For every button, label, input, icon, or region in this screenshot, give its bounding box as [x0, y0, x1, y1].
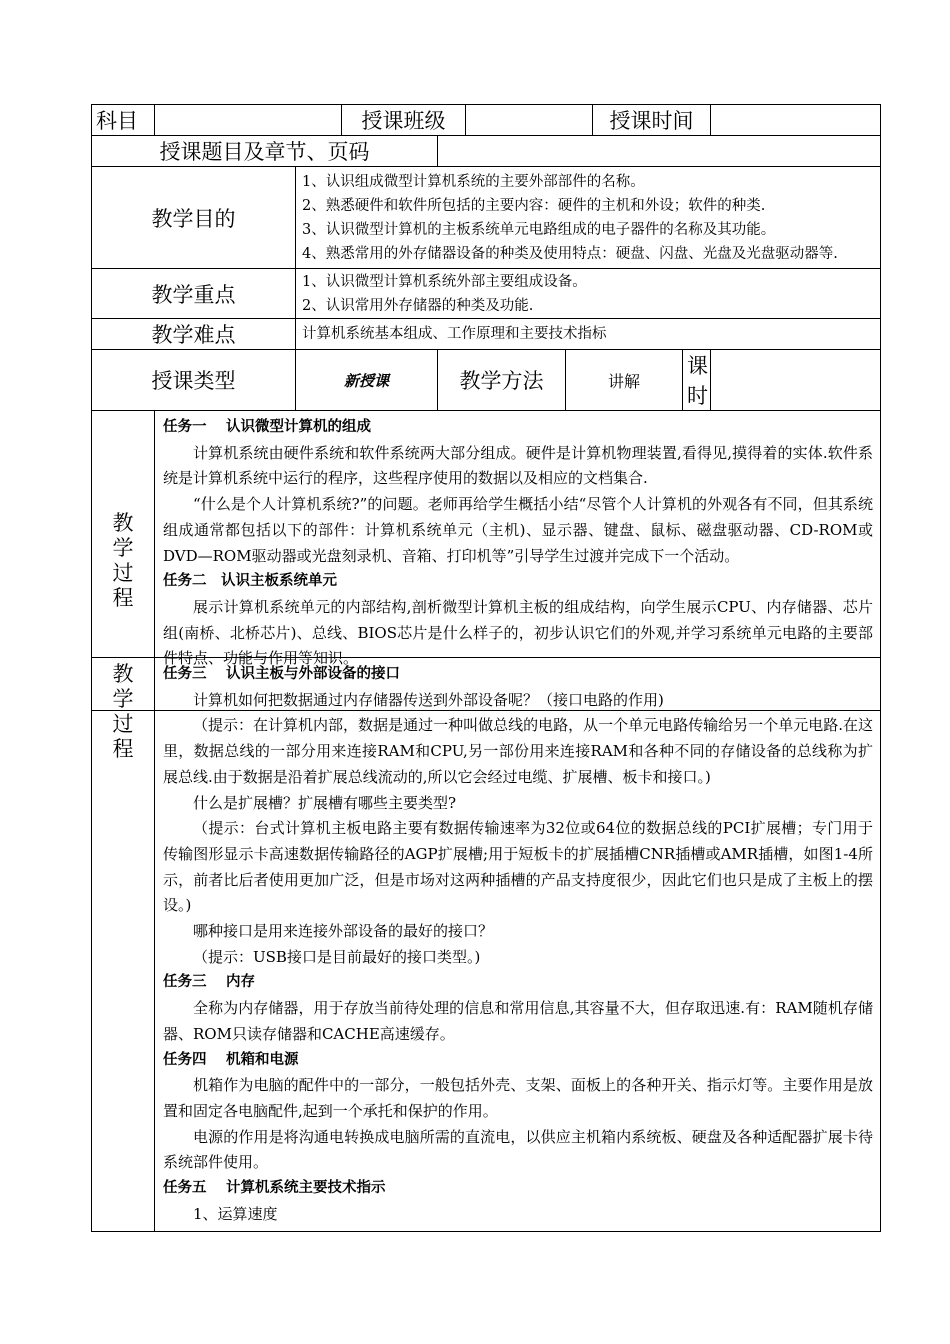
paragraph: 机箱作为电脑的配件中的一部分，一般包括外壳、支架、面板上的各种开关、指示灯等。主要作用是放置和固定各电脑配件,起到一个承托和保护的作用。 [163, 1076, 873, 1120]
task-title: 任务四 机箱和电源 [163, 1051, 299, 1068]
class-label: 授课班级 [342, 105, 466, 136]
paragraph: 哪种接口是用来连接外部设备的最好的接口？ [193, 922, 494, 941]
paragraph: 计算机如何把数据通过内存储器传送到外部设备呢？（接口电路的作用) [193, 690, 664, 709]
paragraph: 全称为内存储器，用于存放当前待处理的信息和常用信息,其容量不大，但存取迅速.有：RAM随机存储器、ROM只读存储器和CACHE高速缓存。 [163, 999, 873, 1043]
objectives-label: 教学目的 [92, 167, 296, 269]
hours-value[interactable] [711, 350, 881, 411]
lesson-type-label: 授课类型 [92, 350, 296, 411]
task-title: 任务一 认识微型计算机的组成 [163, 419, 372, 435]
paragraph: （提示：台式计算机主板电路主要有数据传输速率为32位或64位的数据总线的PCI扩展槽；专门用于传输图形显示卡高速数据传输路径的AGP扩展槽;用于短板卡的扩展插槽CNR插槽或AMR插槽，如图1-4所示，前者比后者使用更加广泛，但是市场对这两种插槽的产品支持度很少，因此它们也只是成了主板上的摆设。) [163, 819, 873, 915]
key-point-item: 2、认识常用外存储器的种类及功能. [302, 297, 534, 314]
class-value[interactable] [466, 105, 593, 136]
hours-label: 课时 [683, 350, 711, 411]
objective-item: 2、熟悉硬件和软件所包括的主要内容：硬件的主机和外设；软件的种类. [302, 197, 766, 214]
method-value: 讲解 [566, 350, 683, 411]
key-point-item: 1、认识微型计算机系统外部主要组成设备。 [302, 273, 587, 290]
task-title: 任务五 计算机系统主要技术指示 [163, 1180, 386, 1197]
process-label: 教学过程 [112, 510, 134, 610]
lesson-plan-table [91, 104, 881, 711]
difficulty-value: 计算机系统基本组成、工作原理和主要技术指标 [296, 319, 881, 350]
time-label: 授课时间 [593, 105, 711, 136]
process-label-cell [92, 658, 155, 1232]
key-points-label: 教学重点 [92, 269, 296, 319]
paragraph: 1、运算速度 [193, 1204, 278, 1223]
lesson-type-value: 新授课 [296, 350, 438, 411]
paragraph: （提示：在计算机内部，数据是通过一种叫做总线的电路，从一个单元电路传输给另一个单元电路.在这里，数据总线的一部分用来连接RAM和CPU,另一部份用来连接RAM和各种不同的存储设备的总线称为扩展总线.由于数据是沿着扩展总线流动的,所以它会经过电缆、扩展槽、板卡和接口。) [163, 716, 873, 786]
key-points-list [296, 269, 881, 319]
process-content [155, 658, 881, 1232]
task-title: 任务二 认识主板系统单元 [163, 573, 337, 590]
subject-value[interactable] [155, 105, 342, 136]
task-title: 任务三 认识主板与外部设备的接口 [163, 666, 401, 682]
time-value[interactable] [711, 105, 881, 136]
objective-item: 3、认识微型计算机的主板系统单元电路组成的电子器件的名称及其功能。 [302, 221, 776, 238]
paragraph: “什么是个人计算机系统?”的问题。老师再给学生概括小结“尽管个人计算机的外观各有不同，但其系统组成通常都包括以下的部件：计算机系统单元（主机)、显示器、键盘、鼠标、磁盘驱动器、CD-ROM或DVD—ROM驱动器或光盘刻录机、音箱、打印机等”引导学生过渡并完成下一个活动。 [163, 495, 873, 565]
topic-value[interactable] [438, 136, 881, 167]
objective-item: 4、熟悉常用的外存储器设备的种类及使用特点：硬盘、闪盘、光盘及光盘驱动器等. [302, 245, 838, 262]
paragraph: 电源的作用是将沟通电转换成电脑所需的直流电，以供应主机箱内系统板、硬盘及各种适配器扩展卡待系统部件使用。 [163, 1127, 873, 1172]
paragraph: （提示：USB接口是目前最好的接口类型。) [193, 947, 481, 966]
paragraph: 计算机系统由硬件系统和软件系统两大部分组成。硬件是计算机物理装置,看得见,摸得着的实体.软件系统是计算机系统中运行的程序，这些程序使用的数据以及相应的文档集合. [163, 443, 873, 488]
paragraph: 什么是扩展槽？扩展槽有哪些主要类型? [193, 793, 457, 812]
task-title: 任务三 内存 [163, 974, 256, 991]
objective-item: 1、认识组成微型计算机系统的主要外部部件的名称。 [302, 173, 645, 190]
lesson-plan-table-continued [91, 657, 881, 1232]
method-label: 教学方法 [438, 350, 566, 411]
objectives-list [296, 167, 881, 269]
subject-label: 科目 [92, 105, 155, 136]
process-label: 教学过程 [112, 662, 134, 761]
paragraph: 展示计算机系统单元的内部结构,剖析微型计算机主板的组成结构，向学生展示CPU、内存储器、芯片组(南桥、北桥芯片)、总线、BIOS芯片是什么样子的，初步认识它们的外观,并学习系统单元电路的主要部件特点、功能与作用等知识。 [163, 597, 873, 668]
difficulty-label: 教学难点 [92, 319, 296, 350]
topic-label: 授课题目及章节、页码 [92, 136, 438, 167]
